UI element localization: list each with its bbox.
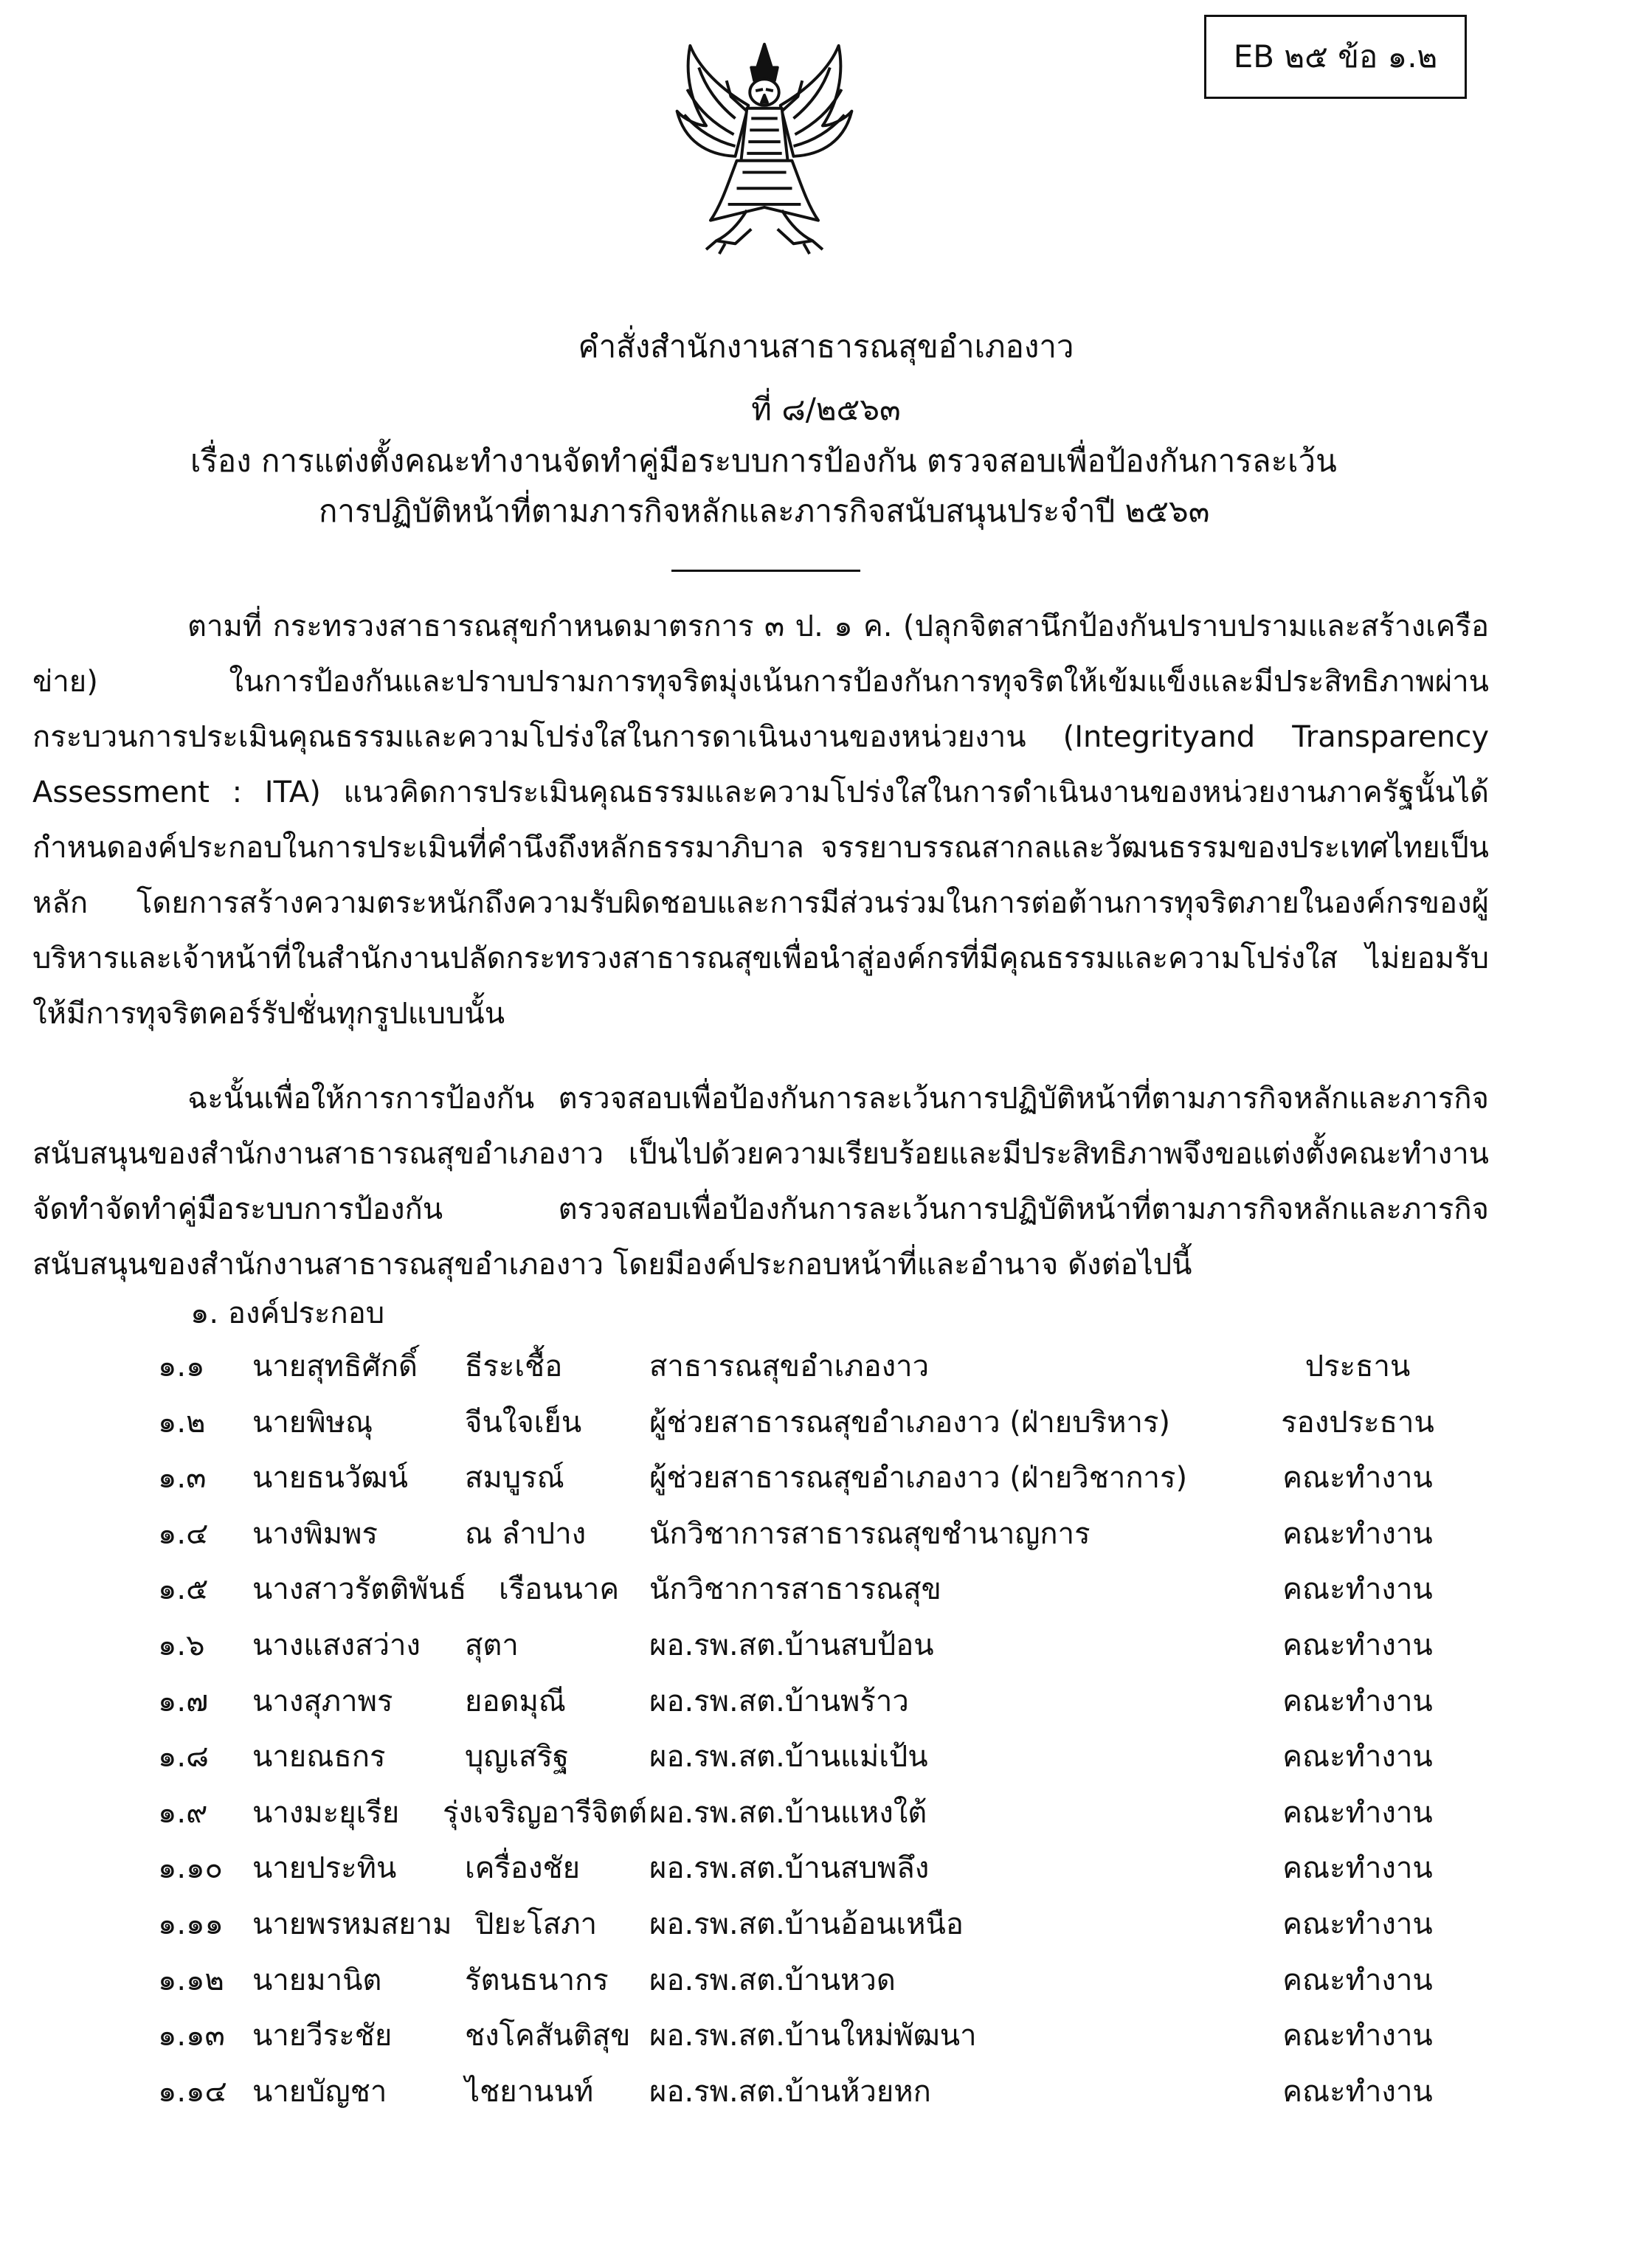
paragraph-background: ตามที่ กระทรวงสาธารณสุขกำหนดมาตรการ ๓ ป. ๑ ค. (ปลุกจิตสานึกป้องกันปราบปรามและสร้างเครือข่าย) ในการป้องกันและปราบปรามการทุจริตมุ่งเน้นการป้องกันการทุจริตให้เข้มแข็งและมีประสิทธิภาพผ่านกระบวนการประเมินคุณธรรมและความโปร่งใสในการดาเนินงานของหน่วยงาน (Integrityand Transparency Assessment : ITA) แนวคิดการประเมินคุณธรรมและความโปร่งใสในการดำเนินงานของหน่วยงานภาครัฐนั้นได้กำหนดองค์ประกอบในการประเมินที่คำนึงถึงหลักธรรมาภิบาล จรรยาบรรณสากลและวัฒนธรรมของประเทศไทยเป็นหลัก โดยการสร้างความตระหนักถึงความรับผิดชอบและการมีส่วนร่วมในการต่อต้านการทุจริตภายในองค์กรของผู้บริหารและเจ้าหน้าที่ในสำนักงานปลัดกระทรวงสาธารณสุขเพื่อนำสู่องค์กรที่มีคุณธรรมและความโปร่งใส ไม่ยอมรับให้มีการทุจริตคอร์รัปชั่นทุกรูปแบบนั้น: [32, 609, 1489, 1031]
member-number: ๑.๔: [158, 1516, 209, 1551]
member-position: นักวิชาการสาธารณสุขชำนาญการ: [649, 1516, 1091, 1551]
member-role: คณะทำงาน: [1282, 1907, 1433, 1941]
member-first-name: นายประทิน: [252, 1851, 397, 1886]
section-heading-composition: ๑. องค์ประกอบ: [190, 1296, 385, 1330]
member-role: คณะทำงาน: [1282, 1684, 1433, 1718]
member-role: คณะทำงาน: [1282, 1628, 1433, 1662]
member-role: คณะทำงาน: [1282, 1851, 1433, 1886]
member-row: [0, 1848, 1652, 1904]
member-first-name: นายพรหมสยาม: [252, 1907, 452, 1941]
member-row: [0, 1569, 1652, 1625]
member-last-name: ชงโคสันติสุข: [465, 2019, 631, 2053]
member-row: [0, 1792, 1652, 1848]
member-first-name: นายพิษณุ: [252, 1405, 373, 1440]
member-position: ผอ.รพ.สต.บ้านหวด: [649, 1963, 896, 1997]
member-number: ๑.๑๐: [158, 1851, 223, 1886]
member-role: คณะทำงาน: [1282, 1740, 1433, 1775]
member-row: [0, 1960, 1652, 2016]
title-divider: [671, 570, 860, 572]
member-first-name: นางสุภาพร: [252, 1684, 393, 1718]
document-code-box: [1204, 15, 1467, 99]
member-position: ผอ.รพ.สต.บ้านแหงใต้: [649, 1795, 927, 1830]
member-position: ผอ.รพ.สต.บ้านสบป้อน: [649, 1628, 934, 1662]
member-first-name: นายสุทธิศักดิ์: [252, 1350, 418, 1383]
member-last-name: ธีระเชื้อ: [465, 1350, 563, 1383]
member-position: ผอ.รพ.สต.บ้านสบพลึง: [649, 1851, 930, 1886]
member-last-name: เรือนนาค: [499, 1572, 620, 1607]
member-first-name: นางมะยุเรีย: [252, 1795, 400, 1830]
member-last-name: รัตนธนากร: [465, 1963, 609, 1997]
member-row: [0, 1402, 1652, 1458]
member-first-name: นายมานิต: [252, 1963, 382, 1997]
member-last-name: บุญเสริฐ: [465, 1740, 570, 1775]
member-first-name: นายบัญชา: [252, 2074, 387, 2109]
paragraph-appointment: ฉะนั้นเพื่อให้การการป้องกัน ตรวจสอบเพื่อป้องกันการละเว้นการปฏิบัติหน้าที่ตามภารกิจหลักและภารกิจสนับสนุนของสำนักงานสาธารณสุขอำเภองาว เป็นไปด้วยความเรียบร้อยและมีประสิทธิภาพจึงขอแต่งตั้งคณะทำงานจัดทำจัดทำคู่มือระบบการป้องกัน ตรวจสอบเพื่อป้องกันการละเว้นการปฏิบัติหน้าที่ตามภารกิจหลักและภารกิจสนับสนุนของสำนักงานสาธารณสุขอำเภองาว โดยมีองค์ประกอบหน้าที่และอำนาจ ดังต่อไปนี้: [32, 1082, 1489, 1282]
member-last-name: สมบูรณ์: [465, 1461, 564, 1496]
member-row: [0, 1736, 1652, 1792]
member-position: ผู้ช่วยสาธารณสุขอำเภองาว (ฝ่ายวิชาการ): [649, 1461, 1188, 1496]
member-last-name: ณ ลำปาง: [465, 1516, 587, 1551]
order-number: ที่ ๘/๒๕๖๓: [751, 391, 901, 427]
member-row: [0, 1513, 1652, 1569]
member-number: ๑.๗: [158, 1684, 209, 1718]
member-position: ผอ.รพ.สต.บ้านห้วยหก: [649, 2074, 931, 2109]
garuda-emblem-icon: [655, 38, 874, 257]
member-last-name: ไชยานนท์: [465, 2074, 594, 2109]
member-position: สาธารณสุขอำเภองาว: [649, 1350, 930, 1383]
member-position: ผอ.รพ.สต.บ้านพร้าว: [649, 1684, 909, 1718]
member-role: รองประธาน: [1281, 1405, 1434, 1440]
member-last-name: สุตา: [465, 1628, 519, 1662]
member-number: ๑.๑๓: [158, 2019, 225, 2053]
member-number: ๑.๑: [158, 1350, 205, 1383]
member-list: [0, 1346, 1652, 2126]
member-last-name: ยอดมุณี: [465, 1684, 566, 1718]
member-number: ๑.๓: [158, 1461, 207, 1496]
member-role: คณะทำงาน: [1282, 2019, 1433, 2053]
member-role: คณะทำงาน: [1282, 1516, 1433, 1551]
document-code: EB ๒๕ ข้อ ๑.๒: [1233, 38, 1438, 75]
member-row: [0, 1625, 1652, 1681]
member-row: [0, 2015, 1652, 2071]
member-row: [0, 2071, 1652, 2127]
member-position: ผอ.รพ.สต.บ้านอ้อนเหนือ: [649, 1907, 964, 1941]
member-role: ประธาน: [1304, 1350, 1411, 1383]
member-number: ๑.๑๒: [158, 1963, 224, 1997]
order-subject-line-1: เรื่อง การแต่งตั้งคณะทำงานจัดทำคู่มือระบบการป้องกัน ตรวจสอบเพื่อป้องกันการละเว้น: [190, 443, 1337, 479]
member-number: ๑.๖: [158, 1628, 205, 1662]
order-title: คำสั่งสำนักงานสาธารณสุขอำเภองาว: [578, 328, 1074, 364]
member-role: คณะทำงาน: [1282, 2074, 1433, 2109]
member-first-name: นายวีระชัย: [252, 2019, 393, 2053]
member-number: ๑.๑๑: [158, 1907, 224, 1941]
member-first-name: นายธนวัฒน์: [252, 1461, 408, 1496]
member-row: [0, 1904, 1652, 1960]
member-number: ๑.๑๔: [158, 2074, 227, 2109]
member-position: ผู้ช่วยสาธารณสุขอำเภองาว (ฝ่ายบริหาร): [649, 1405, 1171, 1440]
member-last-name: ปิยะโสภา: [475, 1907, 598, 1941]
member-row: [0, 1457, 1652, 1513]
member-number: ๑.๒: [158, 1405, 206, 1440]
member-first-name: นางพิมพร: [252, 1516, 378, 1551]
member-last-name: เครื่องชัย: [465, 1851, 581, 1886]
member-role: คณะทำงาน: [1282, 1963, 1433, 1997]
member-number: ๑.๘: [158, 1740, 209, 1775]
member-position: ผอ.รพ.สต.บ้านใหม่พัฒนา: [649, 2019, 977, 2053]
member-first-name: นางแสงสว่าง: [252, 1628, 421, 1662]
member-row: [0, 1681, 1652, 1737]
member-role: คณะทำงาน: [1282, 1795, 1433, 1830]
member-first-name: นายณธกร: [252, 1740, 386, 1775]
member-number: ๑.๙: [158, 1795, 208, 1830]
member-row: [0, 1346, 1652, 1402]
member-position: ผอ.รพ.สต.บ้านแม่เป้น: [649, 1740, 928, 1775]
member-last-name: รุ่งเจริญอารีจิตต์: [443, 1795, 648, 1830]
member-position: นักวิชาการสาธารณสุข: [649, 1572, 941, 1607]
member-number: ๑.๕: [158, 1572, 209, 1607]
member-role: คณะทำงาน: [1282, 1461, 1433, 1496]
order-subject-line-2: การปฏิบัติหน้าที่ตามภารกิจหลักและภารกิจสนับสนุนประจำปี ๒๕๖๓: [319, 493, 1210, 529]
member-role: คณะทำงาน: [1282, 1572, 1433, 1607]
member-last-name: จีนใจเย็น: [465, 1405, 582, 1440]
member-first-name: นางสาวรัตติพันธ์: [252, 1572, 467, 1607]
